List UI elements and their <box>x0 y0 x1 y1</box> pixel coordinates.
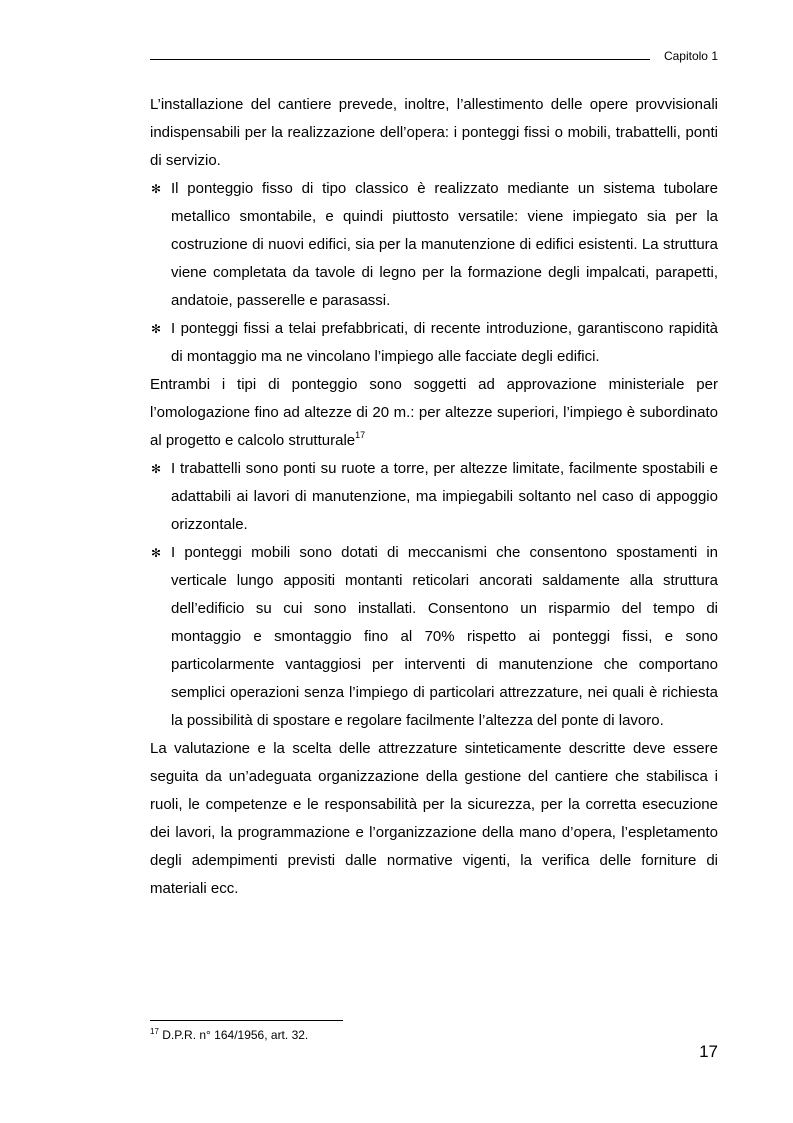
closing-paragraph: La valutazione e la scelta delle attrezzature sinteticamente descritte deve essere seguita da un’adeguata organizzazione della gestione del cantiere che stabilisca i ruoli, le competenze e le responsabilità per la sicurezza, per la corretta esecuzione dei lavori, la programmazione e l’organizzazione della mano d’opera, l’espletamento degli adempimenti previsti dalle normative vigenti, la verifica delle forniture di materiali ecc. <box>150 740 718 897</box>
bullet-item <box>150 315 718 371</box>
bullet-item <box>150 175 718 315</box>
bullet-item <box>150 455 718 539</box>
bullet-text: I ponteggi fissi a telai prefabbricati, di recente introduzione, garantiscono rapidità di montaggio ma ne vincolano l’impiego alle facciate degli edifici. <box>171 320 718 365</box>
footnote-rule <box>150 1020 343 1021</box>
page-number: 17 <box>699 1042 718 1061</box>
asterisk-bullet-icon: ✻ <box>150 546 162 560</box>
footnote-number: 17 <box>150 1027 159 1036</box>
bullet-text: I trabattelli sono ponti su ruote a torre, per altezze limitate, facilmente spostabili e adattabili ai lavori di manutenzione, ma impiegabili soltanto nel caso di appoggio orizzontale. <box>171 460 718 533</box>
bullet-item <box>150 539 718 735</box>
asterisk-bullet-icon: ✻ <box>150 462 162 476</box>
bullet-text: I ponteggi mobili sono dotati di meccanismi che consentono spostamenti in verticale lungo appositi montanti reticolari ancorati saldamente alla struttura dell’edificio su cui sono installati. Consentono un risparmio del tempo di montaggio e smontaggio fino al 70% rispetto ai ponteggi fissi, e sono particolarmente vantaggiosi per interventi di manutenzione che comportano semplici operazioni senza l’impiego di particolari attrezzature, nei quali è richiesta la possibilità di spostare e regolare facilmente l’altezza del ponte di lavoro. <box>171 544 718 729</box>
chapter-label: Capitolo 1 <box>663 49 718 63</box>
footnote-reference[interactable]: 17 <box>355 430 366 440</box>
footnote-text: D.P.R. n° 164/1956, art. 32. <box>158 1028 309 1042</box>
bullet-text: Il ponteggio fisso di tipo classico è realizzato mediante un sistema tubolare metallico smontabile, e quindi piuttosto versatile: viene impiegato sia per la costruzione di nuovi edifici, sia per la manutenzione di edifici esistenti. La struttura viene completata da tavole di legno per la formazione degli impalcati, parapetti, andatoie, passerelle e parasassi. <box>171 180 718 309</box>
approval-paragraph <box>150 371 718 455</box>
page-body <box>150 91 718 903</box>
header-rule <box>150 59 650 60</box>
intro-paragraph: L’installazione del cantiere prevede, inoltre, l’allestimento delle opere provvisionali indispensabili per la realizzazione dell’opera: i ponteggi fissi o mobili, trabattelli, ponti di servizio. <box>150 96 718 169</box>
approval-text: Entrambi i tipi di ponteggio sono soggetti ad approvazione ministeriale per l’omologazione fino ad altezze di 20 m.: per altezze superiori, l’impiego è subordinato al progetto e calcolo strutturale <box>150 376 718 449</box>
footnote <box>150 1028 308 1042</box>
asterisk-bullet-icon: ✻ <box>150 182 162 196</box>
asterisk-bullet-icon: ✻ <box>150 322 162 336</box>
